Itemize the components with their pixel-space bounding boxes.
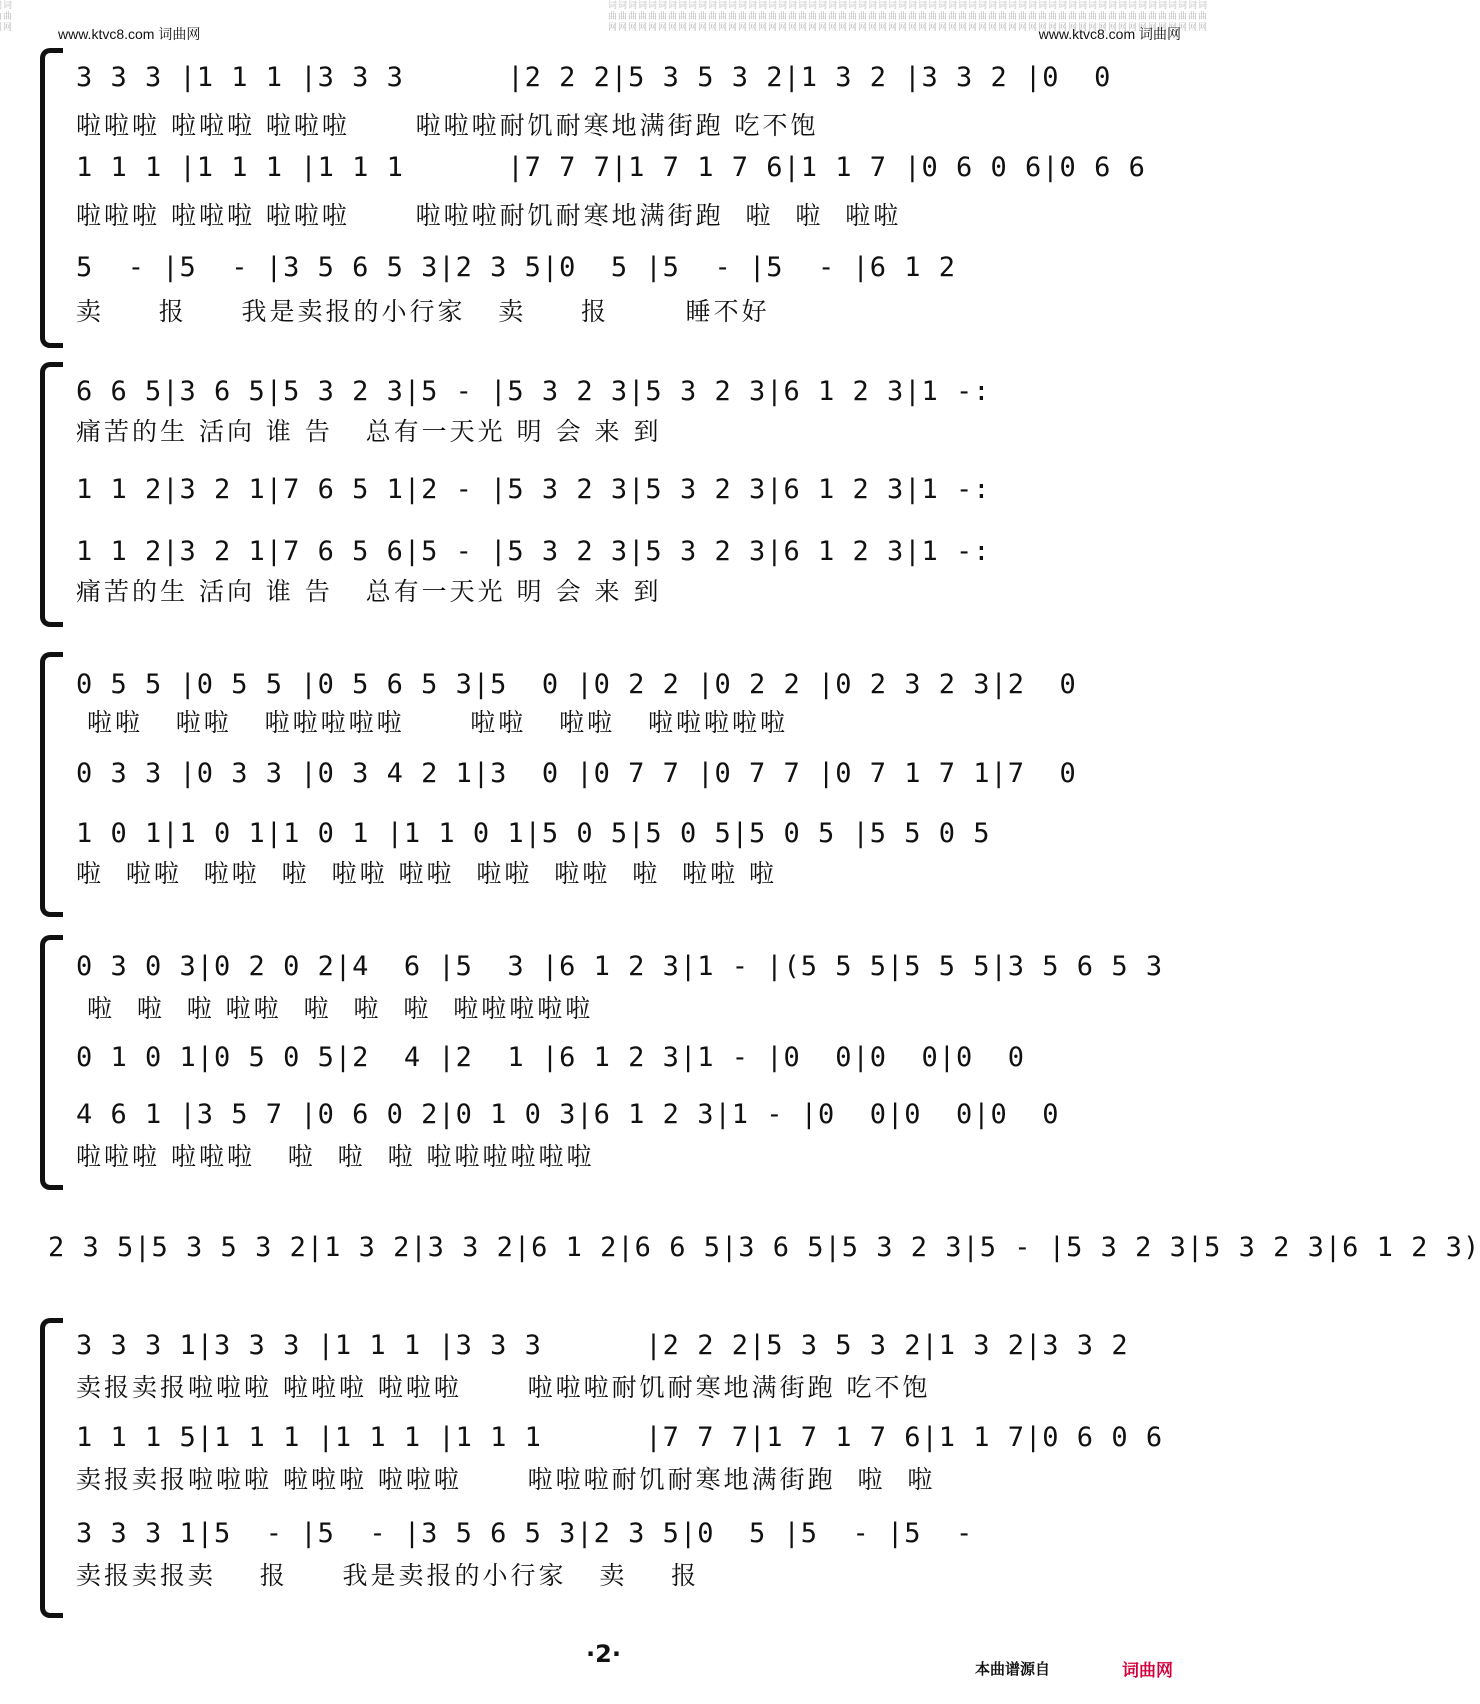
watermark-text: 词曲网 (926, 0, 936, 33)
watermark-text: 词曲网 (626, 0, 636, 33)
watermark-text: 词曲网 (986, 0, 996, 33)
watermark-text: 词曲网 (1126, 0, 1136, 33)
system-brace (40, 1318, 63, 1618)
watermark-text: 词曲网 (1086, 0, 1096, 33)
watermark-text: 词曲网 (826, 0, 836, 33)
watermark-text: 词曲网 (956, 0, 966, 33)
lyrics-line: 卖报卖报啦啦啦 啦啦啦 啦啦啦 啦啦啦耐饥耐寒地满街跑 啦 啦 (76, 1465, 936, 1494)
watermark-text: 词曲网 (796, 0, 806, 33)
watermark-text: 词曲网 (686, 0, 696, 33)
watermark-text: 词曲网 (896, 0, 906, 33)
interlude-line (40, 1228, 1480, 1274)
score-system-3 (40, 652, 1170, 907)
watermark-text: 词曲网 (866, 0, 876, 33)
page-number: ·2· (586, 1640, 621, 1668)
watermark-text: 词曲网 (756, 0, 766, 33)
watermark-text: 词曲网 (646, 0, 656, 33)
watermark-text: 词曲网 (1096, 0, 1106, 33)
system-brace (40, 362, 63, 627)
notation-line: 6 6 5|3 6 5|5 3 2 3|5 - |5 3 2 3|5 3 2 3|6 1 2 3|1 -: (76, 376, 991, 407)
watermark-text: 词曲网 (1016, 0, 1026, 33)
watermark-text: 词曲网 (886, 0, 896, 33)
site-header-right: www.ktvc8.com 词曲网 (1038, 26, 1181, 42)
notation-line: 0 5 5 |0 5 5 |0 5 6 5 3|5 0 |0 2 2 |0 2 2 |0 2 3 2 3|2 0 (76, 669, 1077, 700)
watermark-text: 词曲网 (606, 0, 616, 33)
notation-line: 1 1 2|3 2 1|7 6 5 6|5 - |5 3 2 3|5 3 2 3|6 1 2 3|1 -: (76, 536, 991, 567)
watermark-text: 词曲网 (1156, 0, 1166, 33)
watermark-text: 词曲网 (1066, 0, 1076, 33)
lyrics-line: 卖报卖报啦啦啦 啦啦啦 啦啦啦 啦啦啦耐饥耐寒地满街跑 吃不饱 (76, 1373, 931, 1402)
notation-line: 0 1 0 1|0 5 0 5|2 4 |2 1 |6 1 2 3|1 - |0 0|0 0|0 0 (76, 1042, 1026, 1073)
watermark-text: 词曲网 (906, 0, 916, 33)
watermark-text: 词曲网 (1, 0, 11, 33)
notation-line: 2 3 5|5 3 5 3 2|1 3 2|3 3 2|6 1 2|6 6 5|3 6 5|5 3 2 3|5 - |5 3 2 3|5 3 2 3|6 1 2 3) (48, 1232, 1480, 1263)
site-header-left: www.ktvc8.com 词曲网 (58, 26, 201, 42)
watermark-text: 词曲网 (676, 0, 686, 33)
watermark-text: 词曲网 (1046, 0, 1056, 33)
watermark-text: 词曲网 (616, 0, 626, 33)
watermark-text: 词曲网 (1116, 0, 1126, 33)
notation-line: 3 3 3 1|3 3 3 |1 1 1 |3 3 3 |2 2 2|5 3 5 3 2|1 3 2|3 3 2 (76, 1330, 1129, 1361)
notation-line: 3 3 3 1|5 - |5 - |3 5 6 5 3|2 3 5|0 5 |5 - |5 - (76, 1518, 974, 1549)
watermark-text: 词曲网 (1036, 0, 1046, 33)
system-brace (40, 935, 63, 1190)
watermark-text: 词曲网 (996, 0, 1006, 33)
watermark-text: 词曲网 (736, 0, 746, 33)
watermark-text: 词曲网 (746, 0, 756, 33)
watermark-text: 词曲网 (696, 0, 706, 33)
watermark-text: 词曲网 (716, 0, 726, 33)
lyrics-line: 啦啦啦 啦啦啦 啦啦啦 啦啦啦耐饥耐寒地满街跑 吃不饱 (76, 111, 819, 140)
notation-line: 1 0 1|1 0 1|1 0 1 |1 1 0 1|5 0 5|5 0 5|5 0 5 |5 5 0 5 (76, 818, 991, 849)
notation-line: 5 - |5 - |3 5 6 5 3|2 3 5|0 5 |5 - |5 - |6 1 2 (76, 252, 957, 283)
side-watermark-left (1, 0, 11, 1704)
watermark-text: 词曲网 (726, 0, 736, 33)
lyrics-line: 啦啦啦 啦啦啦 啦 啦 啦 啦啦啦啦啦啦 (76, 1142, 595, 1171)
watermark-text: 词曲网 (706, 0, 716, 33)
watermark-text: 词曲网 (916, 0, 926, 33)
lyrics-line: 啦啦 啦啦 啦啦啦啦啦 啦啦 啦啦 啦啦啦啦啦 (76, 708, 788, 737)
score-system-2 (40, 362, 1170, 617)
watermark-text: 词曲网 (806, 0, 816, 33)
notation-line: 1 1 2|3 2 1|7 6 5 1|2 - |5 3 2 3|5 3 2 3|6 1 2 3|1 -: (76, 474, 991, 505)
watermark-text: 词曲网 (1146, 0, 1156, 33)
watermark-text: 词曲网 (966, 0, 976, 33)
watermark-text: 词曲网 (876, 0, 886, 33)
lyrics-line: 卖报卖报卖 报 我是卖报的小行家 卖 报 (76, 1561, 700, 1590)
source-label: 本曲谱源自 (975, 1660, 1051, 1678)
watermark-text: 词曲网 (836, 0, 846, 33)
lyrics-line: 痛苦的生 活向 谁 告 总有一天光 明 会 来 到 (76, 417, 662, 446)
watermark-text: 词曲网 (936, 0, 946, 33)
notation-line: 0 3 3 |0 3 3 |0 3 4 2 1|3 0 |0 7 7 |0 7 7 |0 7 1 7 1|7 0 (76, 758, 1077, 789)
watermark-text: 词曲网 (1196, 0, 1206, 33)
watermark-text: 词曲网 (846, 0, 856, 33)
watermark-text: 词曲网 (1076, 0, 1086, 33)
watermark-text: 词曲网 (1026, 0, 1036, 33)
lyrics-line: 痛苦的生 活向 谁 告 总有一天光 明 会 来 到 (76, 577, 662, 606)
system-brace (40, 652, 63, 917)
watermark-text: 词曲网 (666, 0, 676, 33)
watermark-text: 词曲网 (976, 0, 986, 33)
watermark-text: 词曲网 (856, 0, 866, 33)
watermark-text: 词曲网 (1166, 0, 1176, 33)
lyrics-line: 啦啦啦 啦啦啦 啦啦啦 啦啦啦耐饥耐寒地满街跑 啦 啦 啦啦 (76, 201, 902, 230)
watermark-text: 词曲网 (766, 0, 776, 33)
lyrics-line: 啦 啦啦 啦啦 啦 啦啦 啦啦 啦啦 啦啦 啦 啦啦 啦 (76, 859, 778, 888)
lyrics-line: 卖 报 我是卖报的小行家 卖 报 睡不好 (76, 297, 770, 326)
watermark-text: 词曲网 (816, 0, 826, 33)
notation-line: 1 1 1 5|1 1 1 |1 1 1 |1 1 1 |7 7 7|1 7 1 7 6|1 1 7|0 6 0 6 (76, 1422, 1164, 1453)
system-brace (40, 48, 63, 348)
watermark-text: 词曲网 (776, 0, 786, 33)
score-system-4 (40, 935, 1170, 1180)
notation-line: 3 3 3 |1 1 1 |3 3 3 |2 2 2|5 3 5 3 2|1 3 2 |3 3 2 |0 0 (76, 62, 1112, 93)
notation-line: 0 3 0 3|0 2 0 2|4 6 |5 3 |6 1 2 3|1 - |(5 5 5|5 5 5|3 5 6 5 3 (76, 951, 1164, 982)
watermark-text (0, 0, 1, 1704)
watermark-text: 词曲网 (656, 0, 666, 33)
watermark-text: 词曲网 (786, 0, 796, 33)
watermark-text: 词曲网 (1176, 0, 1186, 33)
watermark-text: 词曲网 (1006, 0, 1016, 33)
watermark-text: 词曲网 (1136, 0, 1146, 33)
score-system-6 (40, 1318, 1170, 1608)
lyrics-line: 啦 啦 啦 啦啦 啦 啦 啦 啦啦啦啦啦 (76, 994, 594, 1023)
watermark-text: 词曲网 (1186, 0, 1196, 33)
notation-line: 4 6 1 |3 5 7 |0 6 0 2|0 1 0 3|6 1 2 3|1 - |0 0|0 0|0 0 (76, 1099, 1060, 1130)
watermark-text: 词曲网 (1106, 0, 1116, 33)
watermark-text: 词曲网 (946, 0, 956, 33)
site-logo: 词曲网 (1122, 1661, 1173, 1681)
score-system-1 (40, 48, 1170, 338)
watermark-text: 词曲网 (1056, 0, 1066, 33)
notation-line: 1 1 1 |1 1 1 |1 1 1 |7 7 7|1 7 1 7 6|1 1 7 |0 6 0 6|0 6 6 (76, 152, 1146, 183)
watermark-text: 词曲网 (636, 0, 646, 33)
